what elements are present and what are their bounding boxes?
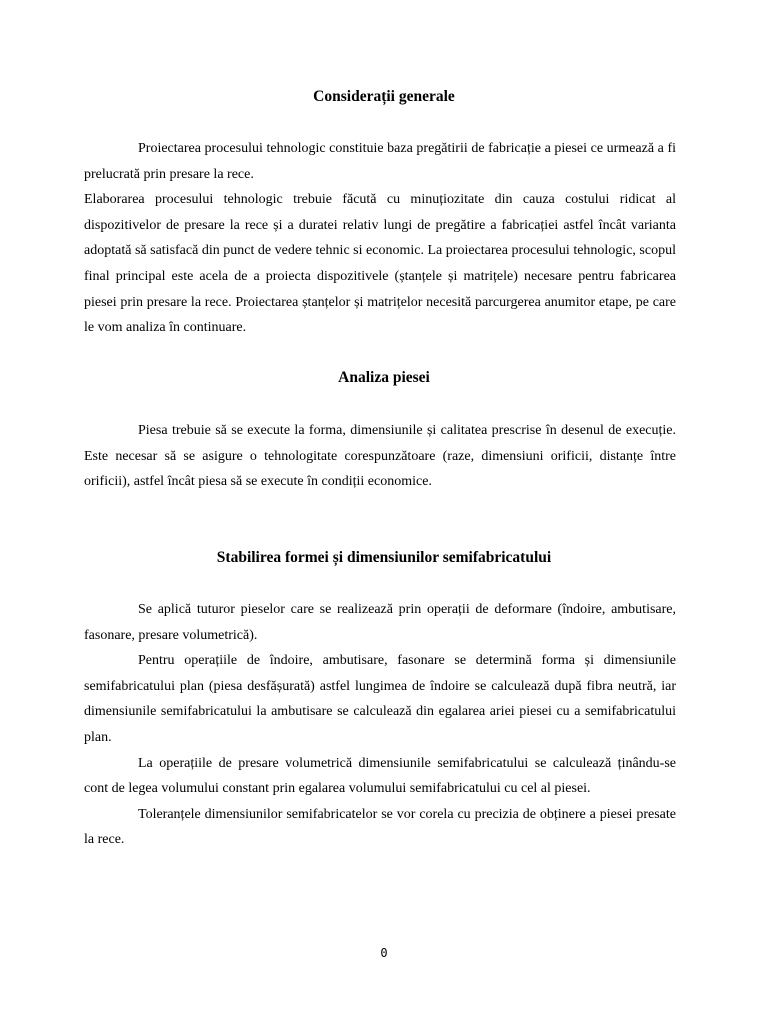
paragraph: La operațiile de presare volumetrică dimensiunile semifabricatului se calculează ținându-se cont de legea volumului constant prin egalarea volumului semifabricatului cu cel al piesei.	[84, 755, 676, 797]
paragraph: Pentru operațiile de îndoire, ambutisare, fasonare se determină forma și dimensiunile semifabricatului plan (piesa desfășurată) astfel lungimea de îndoire se calculează după fibra neutră, iar dimensiunile semifabricatului la ambutisare se calculează din egalarea ariei piesei cu a semifabricatului plan.	[84, 653, 676, 745]
section-part-analysis	[84, 418, 676, 495]
heading-blank-shape-dimensions: Stabilirea formei și dimensiunilor semifabricatului	[216, 549, 552, 566]
paragraph: Toleranțele dimensiunilor semifabricatelor se vor corela cu precizia de obținere a piesei presate la rece.	[84, 806, 676, 848]
paragraph: Proiectarea procesului tehnologic constituie baza pregătirii de fabricație a piesei ce urmează a fi prelucrată prin presare la rece.	[84, 141, 676, 182]
paragraph: Piesa trebuie să se execute la forma, dimensiunile și calitatea prescrise în desenul de execuție. Este necesar să se asigure o tehnologitate corespunzătoare (raze, dimensiuni orificii, distanțe între orificii), astfel încât piesa să se execute în condiții economice.	[84, 423, 676, 490]
heading-general-considerations: Considerații generale	[313, 88, 455, 105]
page-number: 0	[380, 946, 388, 960]
section-general-considerations	[84, 136, 676, 341]
paragraph: Elaborarea procesului tehnologic trebuie făcută cu minuțiozitate din cauza costului ridicat al dispozitivelor de presare la rece și a duratei relativ lungi de pregătire a fabricației astfel încât varianta adoptată să satisfacă din punct de vedere tehnic si economic. La proiectarea procesului tehnologic, scopul final principal este acela de a proiecta dispozitivele (ștanțele și matrițele) necesare pentru fabricarea piesei prin presare la rece. Proiectarea ștanțelor și matrițelor necesită parcurgerea anumitor etape, pe care le vom analiza în continuare.	[84, 192, 676, 336]
section-blank-shape-dimensions	[84, 597, 676, 853]
paragraph: Se aplică tuturor pieselor care se realizează prin operații de deformare (îndoire, ambutisare, fasonare, presare volumetrică).	[84, 602, 676, 643]
heading-part-analysis: Analiza piesei	[338, 369, 430, 386]
